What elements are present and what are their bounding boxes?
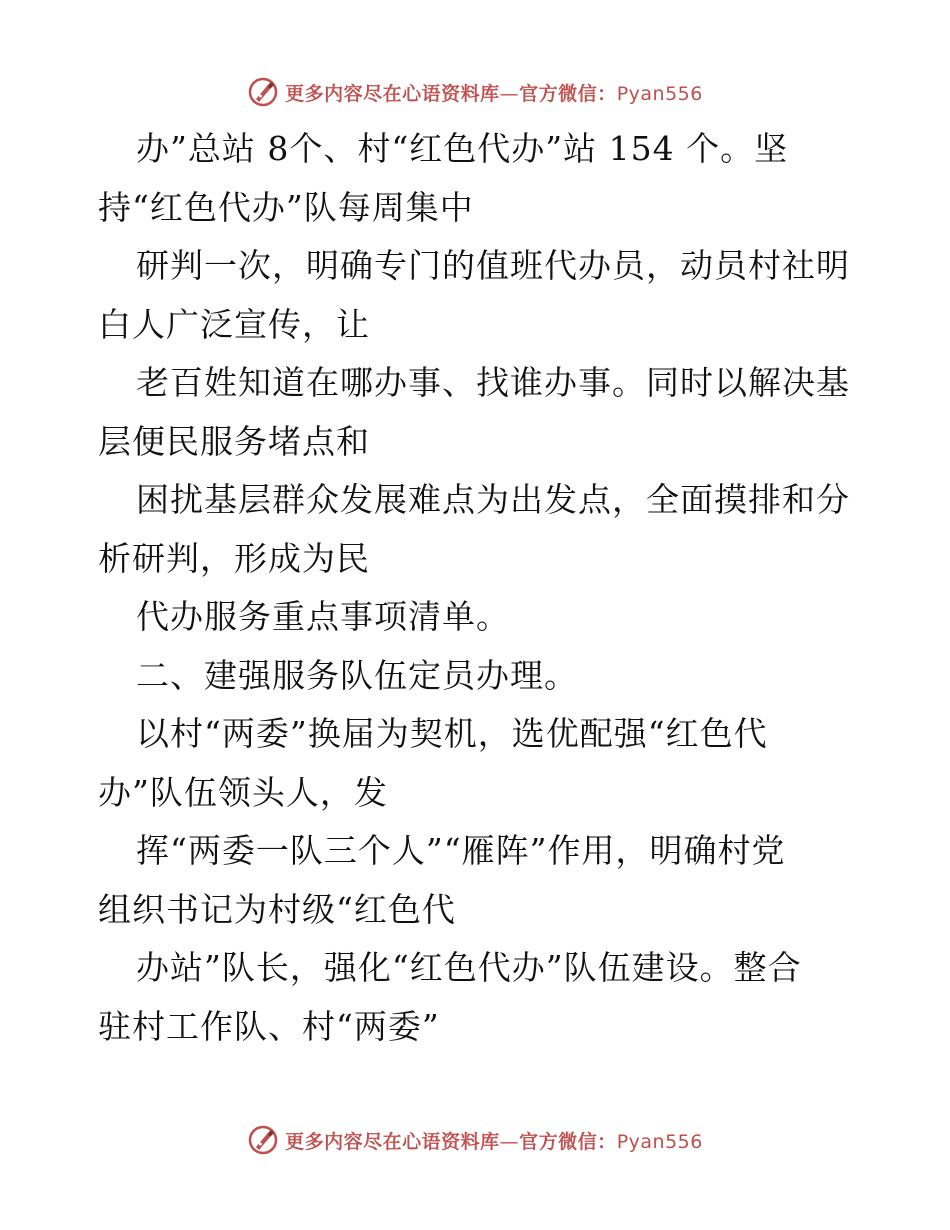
paragraph-line: 析研判，形成为民: [98, 538, 370, 578]
paragraph-line: 研判一次，明确专门的值班代办员，动员村社明: [136, 246, 850, 285]
wechat-id: Pyan556: [616, 1130, 703, 1153]
header-banner-text: 更多内容尽在心语资料库—官方微信：Pyan556: [285, 82, 703, 105]
paragraph-line: 组织书记为村级“红色代: [98, 889, 456, 929]
paragraph-line: 代办服务重点事项清单。: [136, 597, 510, 636]
paragraph-line: 驻村工作队、村“两委”: [98, 1006, 440, 1046]
pen-nib-logo-icon: [247, 1124, 279, 1156]
paragraph-line: 困扰基层群众发展难点为出发点，全面摸排和分: [136, 480, 850, 519]
paragraph-line: 办站”队长，强化“红色代办”队伍建设。整合: [136, 948, 802, 987]
wechat-id: Pyan556: [616, 82, 703, 105]
section-heading: 二、建强服务队伍定员办理。: [136, 655, 578, 695]
footer-banner: [0, 1120, 950, 1160]
paragraph-line: 白人广泛宣传，让: [98, 304, 370, 344]
paragraph-line: 挥“两委一队三个人”“雁阵”作用，明确村党: [136, 831, 786, 870]
paragraph-line: 持“红色代办”队每周集中: [98, 187, 474, 227]
document-body: [98, 120, 858, 1056]
footer-banner-text: 更多内容尽在心语资料库—官方微信：Pyan556: [285, 1130, 703, 1153]
header-banner: [0, 72, 950, 112]
pen-nib-logo-icon: [247, 76, 279, 108]
paragraph-line: 办”队伍领头人，发: [98, 772, 388, 812]
paragraph-line: 老百姓知道在哪办事、找谁办事。同时以解决基: [136, 363, 850, 402]
paragraph-line: 办”总站 8个、村“红色代办”站 154 个。坚: [136, 129, 789, 168]
paragraph-line: 层便民服务堵点和: [98, 421, 370, 461]
paragraph-line: 以村“两委”换届为契机，选优配强“红色代: [136, 714, 768, 753]
